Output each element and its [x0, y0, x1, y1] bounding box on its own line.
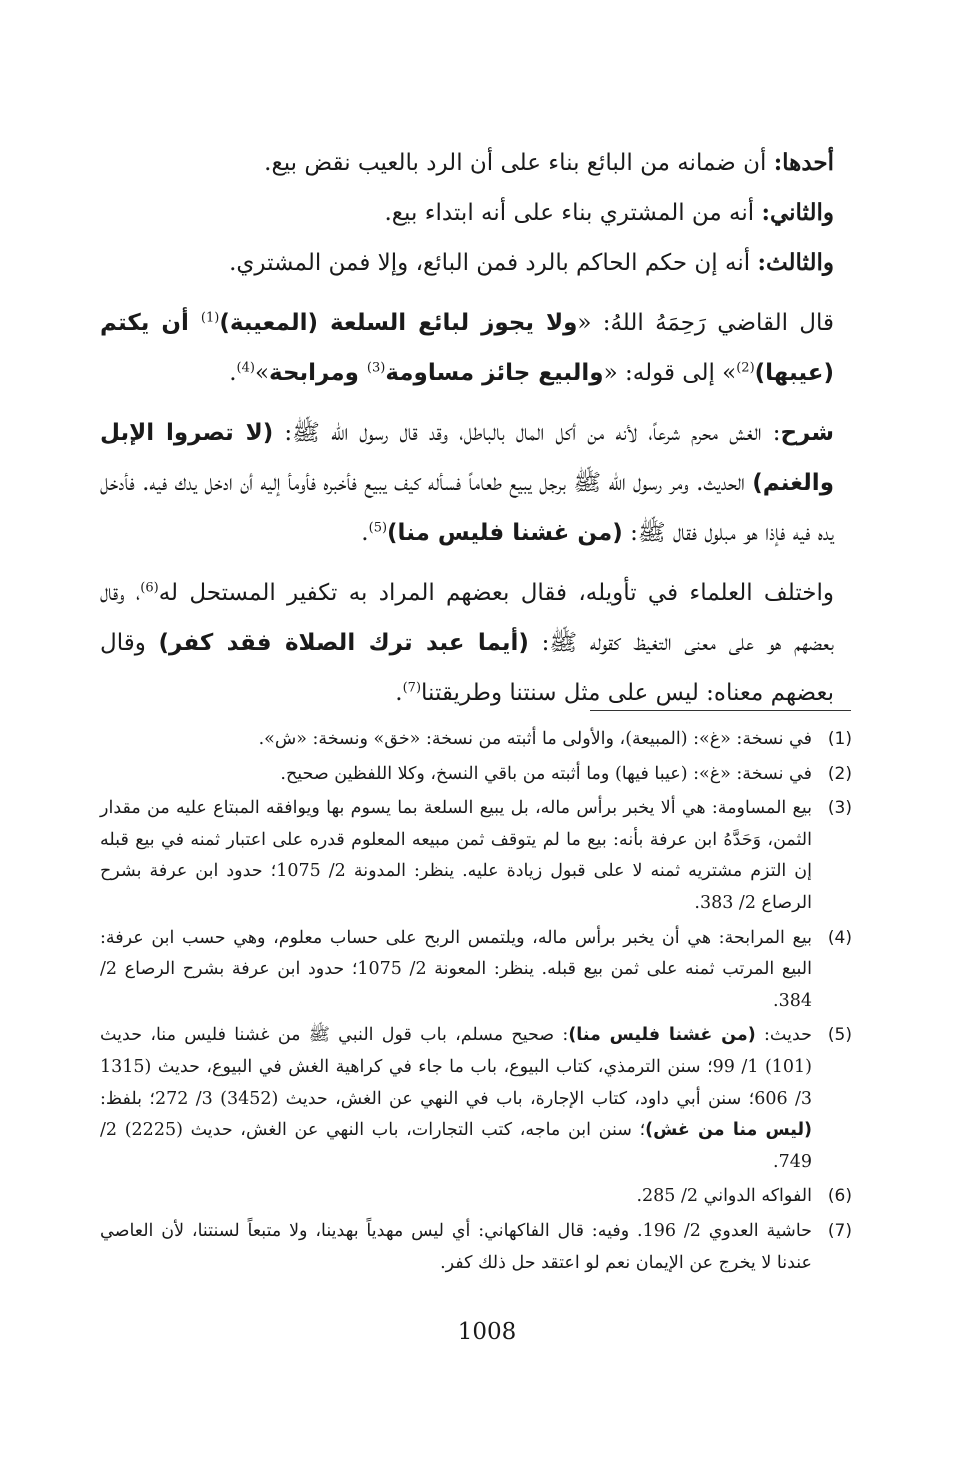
footnote-ref-6[interactable]: (6)	[140, 580, 159, 596]
footnote-text: بيع المرابحة: هي أن يخبر برأس ماله، ويلتمس الربح على حساب معلوم، وهي حسب ابن عرفة: البيع المرتب ثمنه على ثمن بيع قبله. ينظر: المعونة 2/ 1075؛ حدود ابن عرفة بشرح الرصاع 2/ 384.	[100, 927, 812, 1011]
sharh-end: .	[361, 520, 369, 546]
footnote-5-part-c: : صحيح مسلم، باب قول النبي ﷺ من غشنا فليس منا، حديث (101) 1/ 99؛ سنن الترمذي، كتاب البيوع، باب ما جاء في كراهية الغش في البيوع، حديث (1315 3/ 606؛ سنن أبي داود، كتاب الإجارة، باب في النهي عن الغش، حديث (3452) 3/ 272؛ بلفظ:	[100, 1025, 812, 1109]
footnote-1	[100, 724, 852, 756]
footnote-5-part-e: ؛ سنن ابن ماجه، كتب التجارات، باب النهي عن الغش، حديث (2225) 2/ 749.	[100, 1120, 812, 1172]
footnote-6	[100, 1181, 852, 1213]
paragraph-first-opinion	[100, 138, 834, 188]
quote-close: »	[254, 360, 270, 386]
footnote-4	[100, 923, 852, 1018]
sharh-text-2: الحديث. ومر رسول الله ﷺ برجل يبيع طعاماً فسأله كيف يبيع فأخبره فأومأ إليه أن ادخل يدك فيه. فأدخل يده فيه فإذا هو مبلول فقال ﷺ:	[100, 470, 834, 546]
footnote-text: في نسخة: «غ»: (عيبا فيها) وما أثبته من باقي النسخ، وكلا اللفظين صحيح.	[280, 763, 812, 784]
quote-intro: قال القاضي رَحِمَهُ اللهُ: «	[577, 310, 834, 336]
footnote-ref-2[interactable]: (2)	[736, 360, 755, 376]
label-first: أحدها:	[773, 149, 834, 176]
footnote-2	[100, 759, 852, 791]
footnote-text: حاشية العدوي 2/ 196. وفيه: قال الفاكهاني: أي ليس مهدياً بهدينا، ولا متبعاً لسنتنا، لأن العاصي عندنا لا يخرج عن الإيمان نعم لو اعتقد حل ذلك كفر.	[100, 1220, 812, 1273]
text-third: أنه إن حكم الحاكم بالرد فمن البائع، وإلا فمن المشتري.	[229, 250, 758, 276]
footnote-text: بيع المساومة: هي ألا يخبر برأس ماله، بل يبيع السلعة بما يسوم بها ويوافقه المبتاع عليه من مقدار الثمن، وَحَدَّهُ ابن عرفة بأنه: بيع ما لم يتوقف ثمن مبيعه المعلوم قدره على اعتبار ثمنه في بيع قبله إن التزم مشتريه ثمنه لا على قبول زيادة عليه. ينظر: المدونة 2/ 1075؛ حدود ابن عرفة بشرح الرصاع 2/ 383.	[100, 798, 812, 913]
footnote-number: (2)	[827, 763, 852, 784]
page-number: 1008	[457, 1319, 517, 1345]
quote-bold-2: أن يكتم (عيبها)	[100, 310, 834, 386]
text-second: أنه من المشتري بناء على أنه ابتداء بيع.	[384, 200, 762, 226]
quote-middle: » إلى قوله: «	[603, 360, 737, 386]
footnote-ref-4[interactable]: (4)	[236, 360, 255, 376]
footnote-3	[100, 793, 852, 919]
main-text	[100, 138, 834, 718]
footnote-number: (7)	[827, 1220, 852, 1241]
quote-end: .	[229, 360, 237, 386]
footnote-ref-1[interactable]: (1)	[200, 310, 220, 326]
hadith-2: (من غشنا فليس منا)	[387, 520, 623, 546]
footnote-5-lafz: (ليس منا من غش)	[645, 1120, 813, 1141]
footnote-text: في نسخة: «غ»: (المبيعة)، والأولى ما أثبته من نسخة: «خق» ونسخة: «ش».	[258, 729, 812, 749]
footnote-number: (4)	[827, 927, 852, 948]
footnote-7	[100, 1216, 852, 1279]
label-second: والثاني:	[761, 199, 834, 226]
paragraph-sharh	[100, 408, 834, 558]
sharh-heading: شرح	[780, 420, 834, 446]
footnote-ref-3[interactable]: (3)	[366, 360, 386, 376]
text-first: أن ضمانه من البائع بناء على أن الرد بالعيب نقض بيع.	[264, 150, 774, 176]
scholars-text-1: واختلف العلماء في تأويله، فقال بعضهم المراد به تكفير المستحل له	[158, 580, 834, 606]
footnote-5-part-a: حديث:	[755, 1025, 812, 1046]
footnote-number: (1)	[827, 729, 852, 749]
footnotes	[100, 724, 852, 1282]
footnote-5-hadith: (من غشنا فليس منا)	[568, 1025, 756, 1046]
footnote-ref-5[interactable]: (5)	[368, 520, 388, 536]
quote-bold-4: ومرابحة	[269, 360, 367, 386]
footnote-number: (3)	[827, 798, 852, 819]
paragraph-third-opinion	[100, 238, 834, 288]
footnote-text: الفواكه الدواني 2/ 285.	[636, 1186, 812, 1207]
quote-bold-1: ولا يجوز لبائع السلعة (المعيبة)	[219, 310, 578, 336]
footnote-number: (6)	[827, 1186, 852, 1207]
scholars-end: .	[395, 680, 403, 706]
footnote-5	[100, 1020, 852, 1178]
footnote-number: (5)	[827, 1025, 852, 1046]
footnote-divider	[590, 710, 851, 711]
paragraph-qadi-quote	[100, 298, 834, 398]
hadith-3: (أيما عبد ترك الصلاة فقد كفر)	[158, 630, 529, 656]
paragraph-scholars	[100, 568, 834, 718]
label-third: والثالث:	[757, 249, 834, 276]
footnote-text	[100, 1020, 812, 1178]
paragraph-second-opinion	[100, 188, 834, 238]
quote-bold-3: والبيع جائز مساومة	[385, 360, 604, 386]
scholars-text-2: ، وقال بعضهم هو على معنى التغيظ كقوله ﷺ:	[100, 580, 834, 656]
hadith-1: (لا تصروا الإبل والغنم)	[100, 420, 834, 496]
footnote-ref-7[interactable]: (7)	[402, 680, 422, 696]
scholars-text-3: وقال بعضهم معناه: ليس على مثل سنتنا وطريقتنا	[100, 630, 834, 706]
sharh-text-1: : الغش محرم شرعاً، لأنه من أكل المال بالباطل، وقد قال رسول الله ﷺ:	[273, 420, 781, 446]
